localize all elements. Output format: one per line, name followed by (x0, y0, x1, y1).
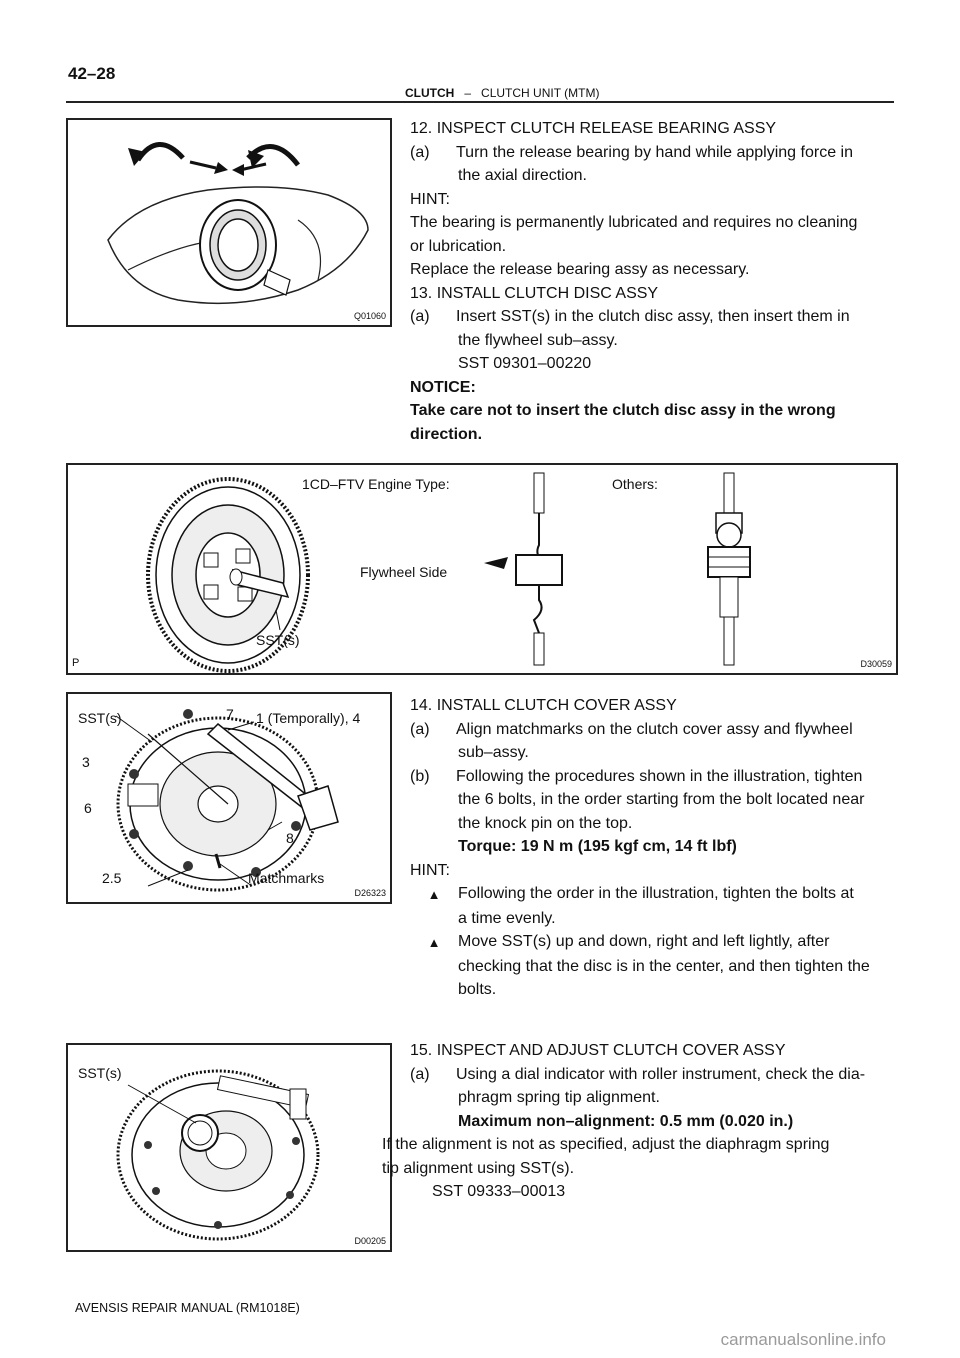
label-bolt-8: 8 (286, 830, 294, 846)
bullet-triangle-icon: ▲ (427, 935, 441, 950)
figure-dial-indicator (66, 1043, 392, 1252)
header-section: CLUTCH (405, 86, 455, 100)
label-sst: SST(s) (256, 632, 300, 648)
header-separator: – (464, 86, 472, 100)
bullet-2-line-3: bolts. (458, 981, 497, 998)
sst-engine-type (516, 473, 562, 665)
label-flywheel-side: Flywheel Side (360, 564, 448, 580)
step-14 (410, 694, 894, 1002)
header-subsection: CLUTCH UNIT (MTM) (481, 86, 600, 100)
step-12-a-text2: the axial direction. (458, 167, 587, 184)
figure-id: D00205 (354, 1236, 386, 1246)
figure-clutch-cover (66, 692, 392, 904)
label-engine-type: 1CD–FTV Engine Type: (302, 476, 450, 492)
step-14-b-text3: the knock pin on the top. (458, 814, 633, 832)
figure-id: D26323 (354, 888, 386, 898)
step-13-a-text2: the flywheel sub–assy. (458, 331, 618, 349)
step-14-a-text: Align matchmarks on the clutch cover assy and flywheel (456, 720, 853, 738)
step-15-a-text: Using a dial indicator with roller instrument, check the dia- (456, 1065, 866, 1083)
header-rule (66, 101, 894, 103)
label-bolt-1-4: 1 (Temporally), 4 (256, 710, 361, 726)
step-15-a-text2: phragm spring tip alignment. (458, 1089, 660, 1106)
label-bolt-7: 7 (226, 706, 234, 722)
step-14-torque: Torque: 19 N m (195 kgf cm, 14 ft lbf) (458, 838, 737, 855)
step-15-a-label: (a) (410, 1065, 430, 1083)
step-13-a-label: (a) (410, 308, 430, 325)
release-bearing-illustration (68, 120, 390, 325)
step-15-sst: SST 09333–00013 (432, 1183, 566, 1200)
step-14-title: 14. INSTALL CLUTCH COVER ASSY (410, 697, 677, 714)
footer-manual: AVENSIS REPAIR MANUAL (RM1018E) (75, 1301, 300, 1315)
figure-id: D30059 (860, 659, 892, 669)
step-14-b-text2: the 6 bolts, in the order starting from the bolt located near (458, 791, 865, 808)
label-bolt-6: 6 (84, 800, 92, 816)
step-14-b-text: Following the procedures shown in the illustration, tighten (456, 767, 863, 785)
flywheel-arrow (484, 557, 508, 569)
step-12-title: 12. INSPECT CLUTCH RELEASE BEARING ASSY (410, 120, 777, 137)
watermark[interactable]: carmanualsonline.info (720, 1330, 886, 1349)
step-15-max: Maximum non–alignment: 0.5 mm (0.020 in.) (458, 1112, 794, 1130)
step-12-hint-label: HINT: (410, 190, 450, 208)
figure-corner: P (72, 657, 80, 669)
step-15-text1: If the alignment is not as specified, adjust the diaphragm spring (382, 1136, 830, 1153)
step-12-a-text: Turn the release bearing by hand while applying force in (456, 143, 853, 161)
label-bolt-3: 3 (82, 754, 90, 770)
bullet-2-line-2: checking that the disc is in the center, and then tighten the (458, 957, 870, 975)
step-12-a (410, 141, 894, 165)
step-13-title: 13. INSTALL CLUTCH DISC ASSY (410, 284, 659, 302)
bullet-2-line-1: Move SST(s) up and down, right and left lightly, after (458, 933, 830, 950)
step-14-a-text2: sub–assy. (458, 744, 529, 761)
step-13-notice-label: NOTICE: (410, 378, 476, 396)
steps-12-13 (410, 117, 894, 446)
label-sst: SST(s) (78, 710, 122, 726)
step-14-bullet-2 (410, 930, 894, 955)
bullet-1-line-2: a time evenly. (458, 909, 556, 927)
step-15-title: 15. INSPECT AND ADJUST CLUTCH COVER ASSY (410, 1042, 786, 1059)
figure-release-bearing (66, 118, 392, 327)
label-others: Others: (612, 476, 658, 492)
step-13-notice-text2: direction. (410, 425, 483, 443)
step-12-hint-text1: The bearing is permanently lubricated and requires no cleaning (410, 214, 858, 231)
step-12-hint-text3: Replace the release bearing assy as necessary. (410, 261, 750, 278)
step-13-a-text: Insert SST(s) in the clutch disc assy, then insert them in (456, 308, 850, 325)
step-14-b (410, 765, 894, 789)
step-12-a-label: (a) (410, 143, 430, 161)
figure-id: Q01060 (353, 311, 386, 321)
page-number: 42–28 (68, 64, 116, 83)
label-sst: SST(s) (78, 1065, 122, 1081)
step-14-a (410, 718, 894, 742)
figure-clutch-disc (66, 463, 898, 675)
step-14-bullet-1 (410, 882, 894, 907)
step-13-sst: SST 09301–00220 (458, 355, 592, 372)
step-15 (382, 1039, 894, 1204)
step-13-a (410, 305, 894, 329)
step-12-hint-text2: or lubrication. (410, 237, 507, 255)
step-13-notice-text1: Take care not to insert the clutch disc assy in the wrong (410, 402, 836, 419)
step-15-text2: tip alignment using SST(s). (382, 1159, 575, 1177)
page-header (405, 86, 599, 100)
label-matchmarks: Matchmarks (248, 870, 325, 886)
bullet-1-line-1: Following the order in the illustration, tighten the bolts at (458, 885, 854, 902)
step-14-a-label: (a) (410, 720, 430, 738)
step-14-b-label: (b) (410, 767, 430, 785)
label-bolt-2-5: 2.5 (102, 870, 122, 886)
step-14-hint-label: HINT: (410, 861, 450, 879)
step-15-a (382, 1063, 894, 1087)
bullet-triangle-icon: ▲ (427, 887, 441, 902)
sst-others (708, 473, 750, 665)
clutch-disc-illustration (68, 465, 896, 673)
